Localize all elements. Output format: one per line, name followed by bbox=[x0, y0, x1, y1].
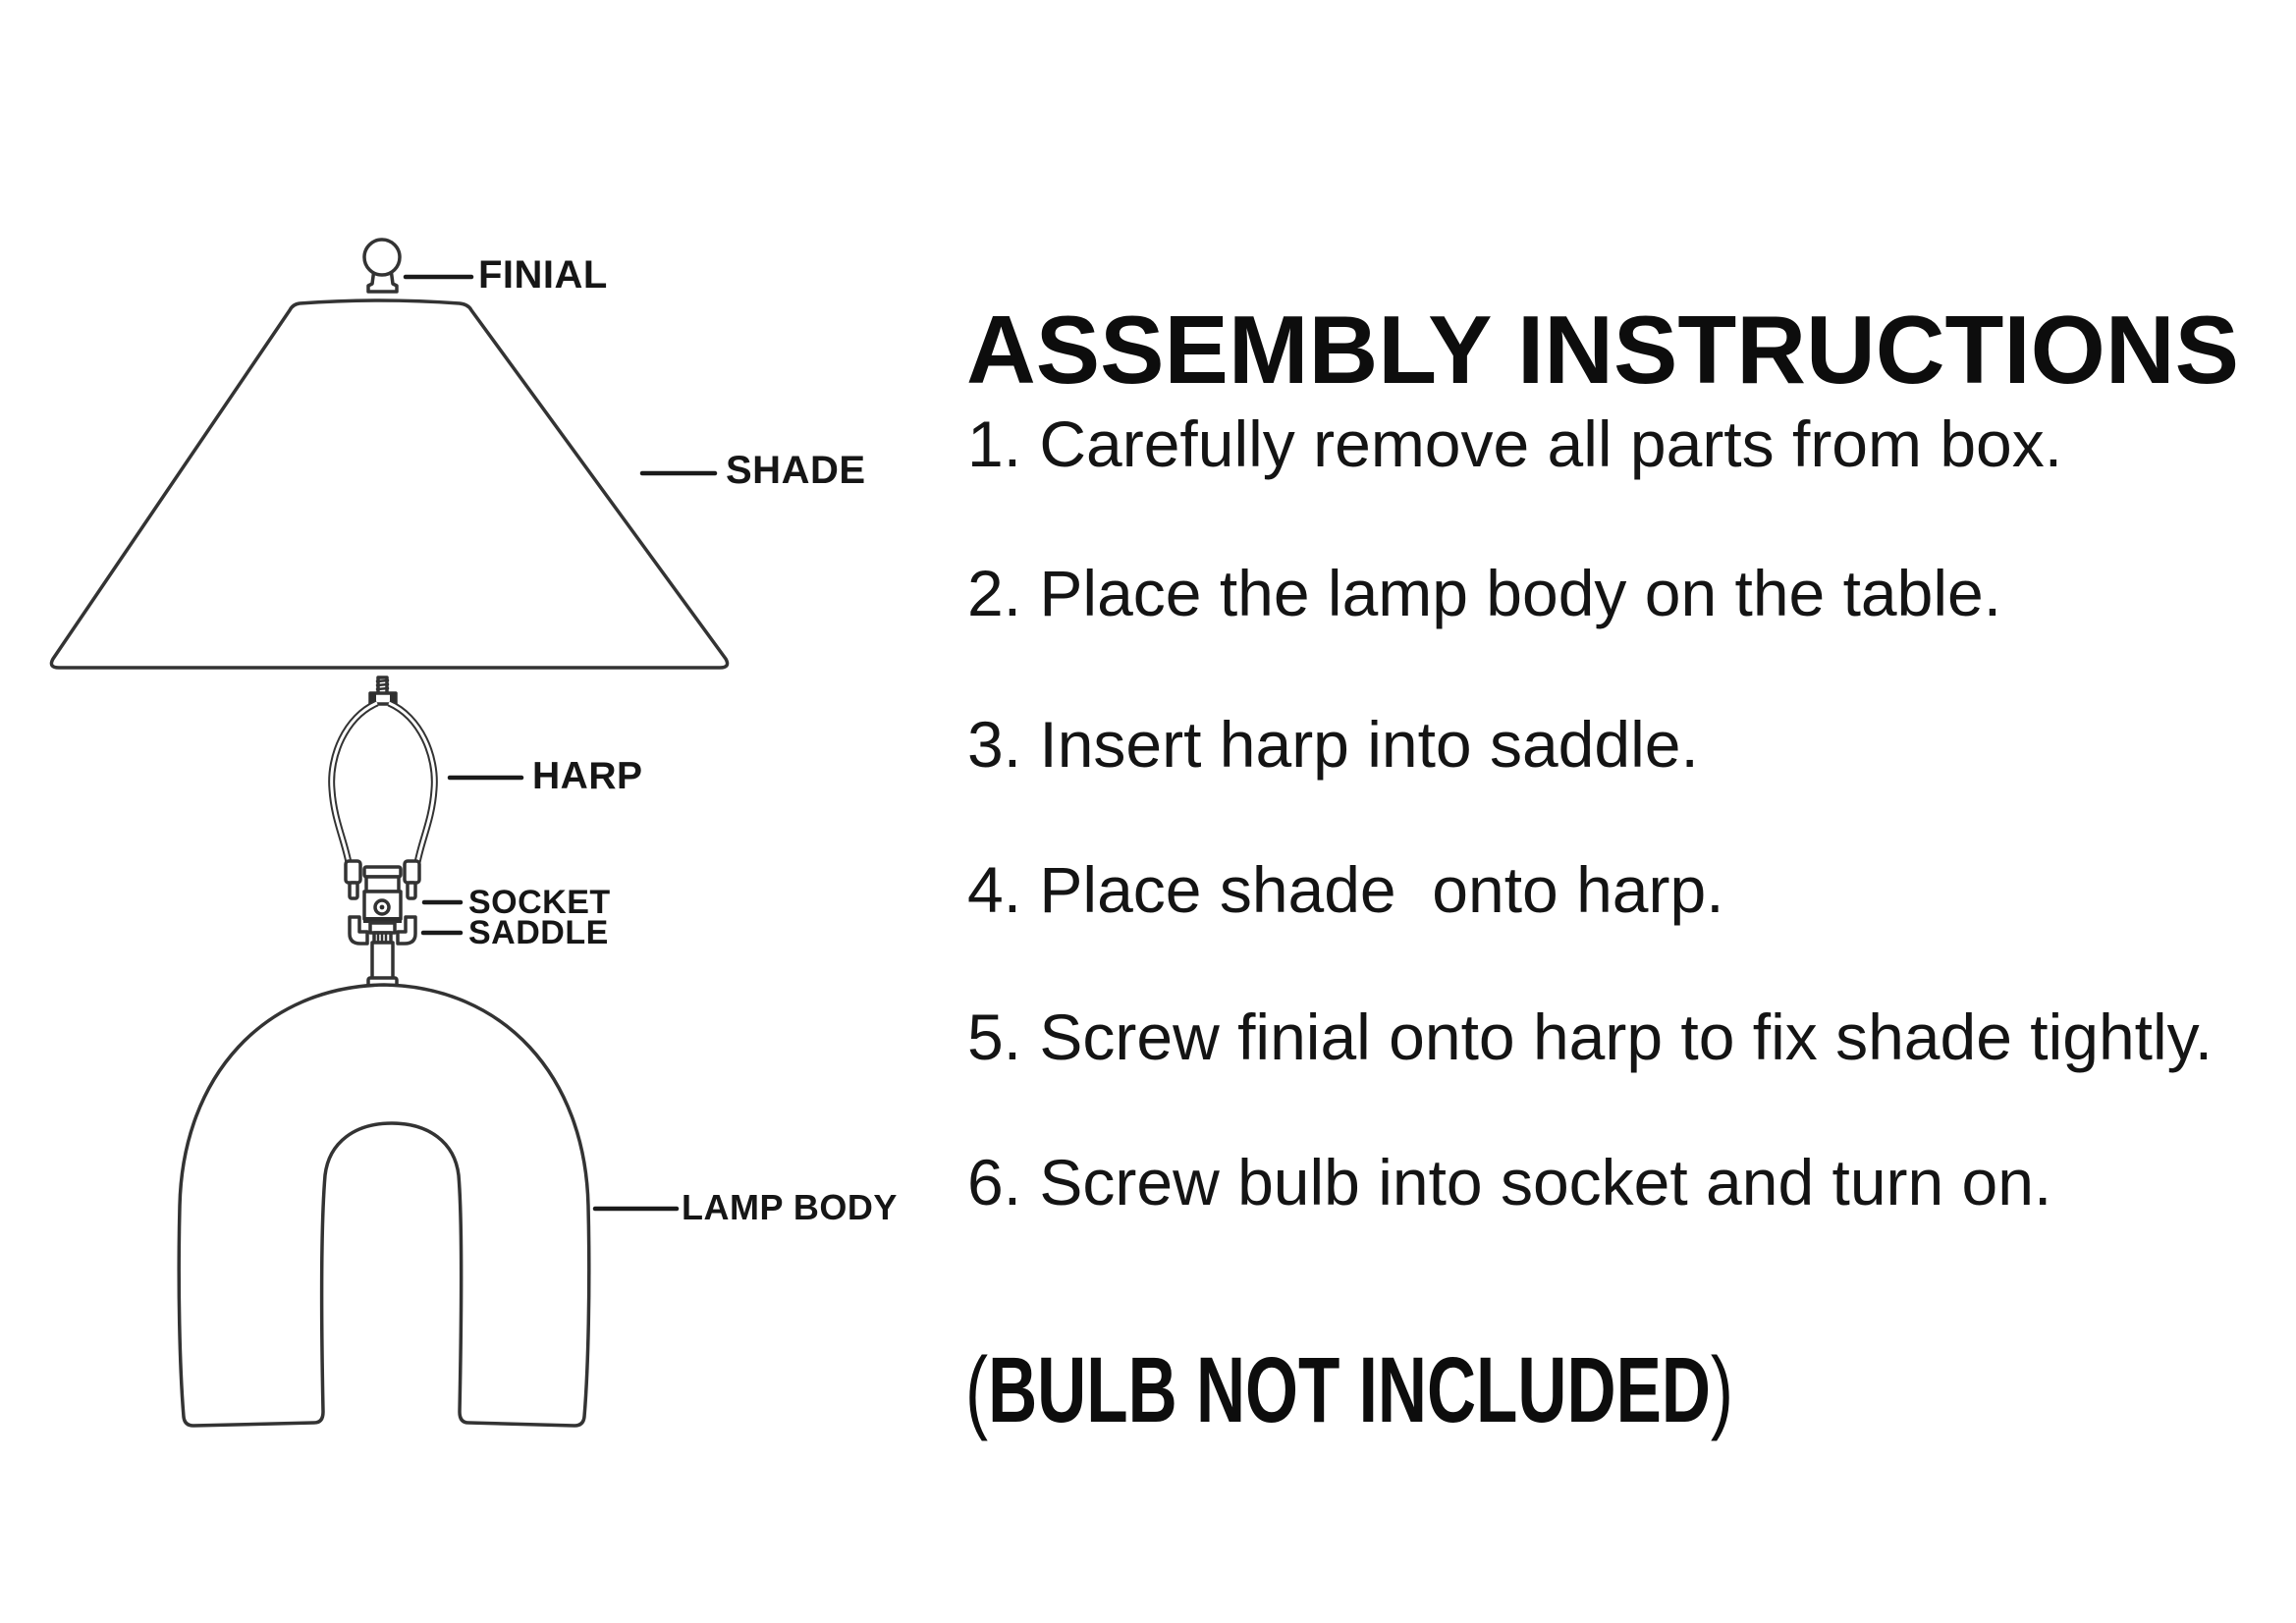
label-socket: SOCKET bbox=[468, 884, 611, 921]
label-lamp-body: LAMP BODY bbox=[682, 1187, 898, 1227]
assembly-step-6: 6. Screw bulb into socket and turn on. bbox=[967, 1146, 2052, 1218]
finial-drawing bbox=[364, 240, 400, 292]
assembly-step-2: 2. Place the lamp body on the table. bbox=[967, 557, 2002, 629]
lamp-body-drawing bbox=[179, 985, 589, 1426]
label-saddle: SADDLE bbox=[468, 914, 609, 951]
bulb-not-included-note bbox=[965, 1338, 1734, 1442]
assembly-step-1: 1. Carefully remove all parts from box. bbox=[967, 407, 2063, 480]
assembly-step-5: 5. Screw finial onto harp to fix shade tightly. bbox=[967, 1001, 2214, 1073]
note-text: BULB NOT INCLUDED bbox=[988, 1338, 1711, 1442]
label-finial: FINIAL bbox=[478, 253, 608, 297]
note-close-paren: ) bbox=[1710, 1338, 1734, 1442]
note-open-paren: ( bbox=[965, 1338, 989, 1442]
label-shade: SHADE bbox=[726, 449, 866, 492]
socket-drawing bbox=[363, 867, 402, 923]
assembly-step-3: 3. Insert harp into saddle. bbox=[967, 708, 1699, 781]
page-title: ASSEMBLY INSTRUCTIONS bbox=[966, 295, 2239, 404]
lamp-diagram bbox=[0, 0, 982, 1623]
shade-drawing bbox=[51, 300, 727, 668]
label-harp: HARP bbox=[532, 755, 643, 797]
neck-drawing bbox=[368, 943, 397, 990]
assembly-step-4: 4. Place shade onto harp. bbox=[967, 853, 1724, 926]
